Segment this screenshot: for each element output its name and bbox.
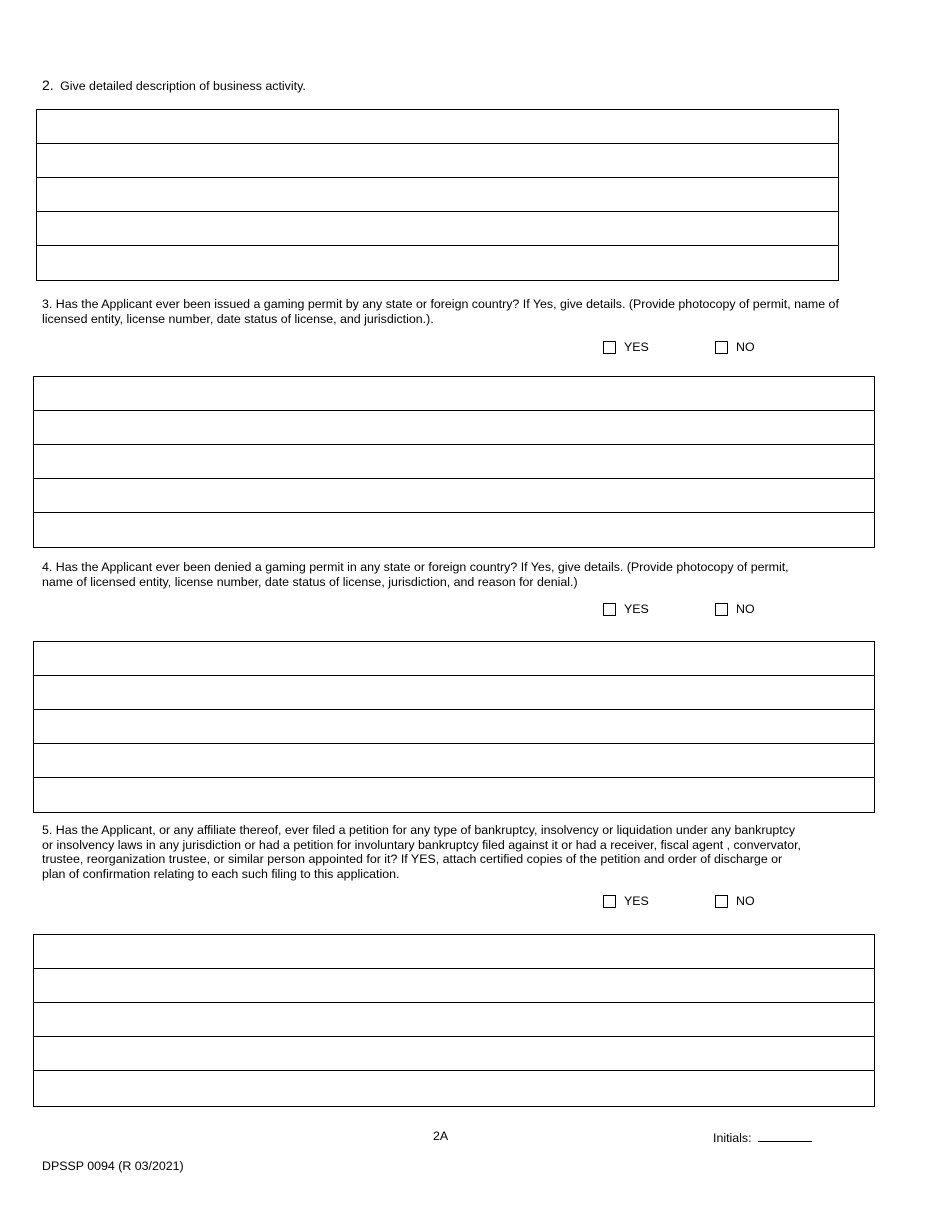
initials-block — [713, 1129, 812, 1146]
answer-line[interactable] — [34, 479, 874, 513]
answer-line[interactable] — [34, 1003, 874, 1037]
answer-line[interactable] — [34, 411, 874, 445]
question-5-no-option[interactable] — [715, 894, 755, 909]
question-5-no-label: NO — [736, 894, 755, 908]
question-4-no-checkbox[interactable] — [715, 603, 728, 616]
question-5-no-checkbox[interactable] — [715, 895, 728, 908]
answer-line[interactable] — [34, 778, 874, 812]
question-2-answer-grid — [36, 109, 839, 281]
answer-line[interactable] — [34, 513, 874, 547]
question-3-answer-grid — [33, 376, 875, 548]
page-number: 2A — [433, 1129, 449, 1143]
question-3-yes-label: YES — [624, 340, 649, 354]
answer-line[interactable] — [37, 144, 838, 178]
question-4-no-label: NO — [736, 602, 755, 616]
question-4-text: 4. Has the Applicant ever been denied a gaming permit in any state or foreign country? If Yes, give details. (Provide photocopy of permit, name of licensed entity, license number, date status of license, jurisdiction, and reason for denial.) — [42, 560, 789, 589]
form-id: DPSSP 0094 (R 03/2021) — [42, 1159, 184, 1173]
question-5-yes-label: YES — [624, 894, 649, 908]
answer-line[interactable] — [37, 178, 838, 212]
question-5-text: 5. Has the Applicant, or any affiliate thereof, ever filed a petition for any type of bankruptcy, insolvency or liquidation under any bankruptcy or insolvency laws in any jurisdiction or had a petition for involuntary bankruptcy filed against it or had a receiver, fiscal agent , convervator, trustee, reorganization trustee, or similar person appointed for it? If YES, attach certified copies of the petition and order of discharge or plan of confirmation relating to each such filing to this application. — [42, 823, 801, 881]
answer-line[interactable] — [34, 445, 874, 479]
question-4-answer-grid — [33, 641, 875, 813]
answer-line[interactable] — [34, 969, 874, 1003]
question-4-yes-label: YES — [624, 602, 649, 616]
question-3-no-option[interactable] — [715, 340, 755, 355]
question-5-yes-checkbox[interactable] — [603, 895, 616, 908]
question-3-text: 3. Has the Applicant ever been issued a gaming permit by any state or foreign country? If Yes, give details. (Provide photocopy of permit, name of licensed entity, license number, date status of license, and jurisdiction.). — [42, 297, 839, 326]
question-2-label — [42, 78, 306, 94]
question-4-no-option[interactable] — [715, 602, 755, 617]
answer-line[interactable] — [37, 110, 838, 144]
answer-line[interactable] — [34, 676, 874, 710]
answer-line[interactable] — [34, 1037, 874, 1071]
answer-line[interactable] — [34, 1071, 874, 1105]
question-3-yes-option[interactable] — [603, 340, 649, 355]
initials-label: Initials: — [713, 1131, 752, 1145]
question-3-no-label: NO — [736, 340, 755, 354]
question-2-text: Give detailed description of business activity. — [60, 79, 306, 93]
question-5-answer-grid — [33, 934, 875, 1107]
answer-line[interactable] — [34, 642, 874, 676]
answer-line[interactable] — [34, 744, 874, 778]
question-4-yes-checkbox[interactable] — [603, 603, 616, 616]
question-3-yes-checkbox[interactable] — [603, 341, 616, 354]
question-3-no-checkbox[interactable] — [715, 341, 728, 354]
answer-line[interactable] — [37, 212, 838, 246]
initials-field[interactable] — [758, 1129, 812, 1142]
question-5-yes-option[interactable] — [603, 894, 649, 909]
question-4-yes-option[interactable] — [603, 602, 649, 617]
answer-line[interactable] — [34, 377, 874, 411]
answer-line[interactable] — [34, 710, 874, 744]
question-2-number: 2. — [42, 77, 54, 93]
answer-line[interactable] — [37, 246, 838, 280]
answer-line[interactable] — [34, 935, 874, 969]
